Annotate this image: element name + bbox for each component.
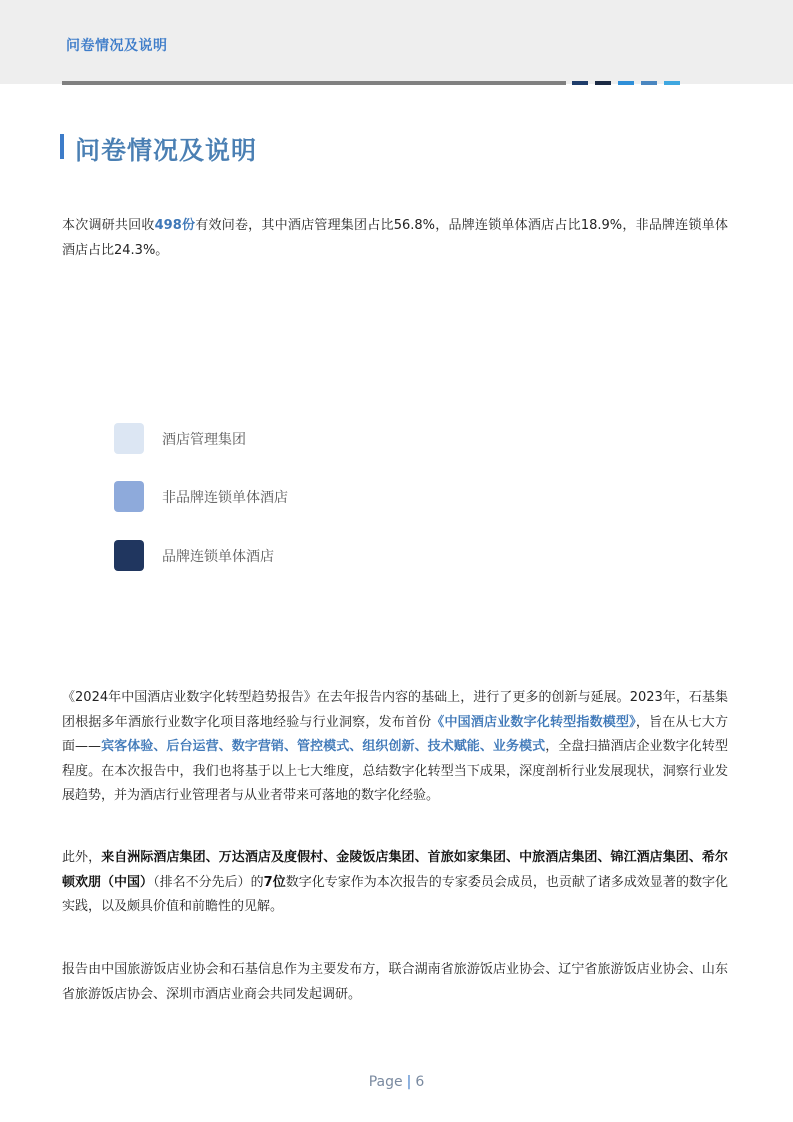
model-name: 《中国酒店业数字化转型指数模型》 bbox=[431, 714, 636, 730]
legend-label: 品牌连锁单体酒店 bbox=[162, 549, 274, 565]
intro-text: 本次调研共回收 bbox=[62, 218, 155, 233]
survey-count: 498份 bbox=[154, 218, 196, 233]
experts-paragraph bbox=[62, 846, 728, 920]
intro-text: 有效问卷，其中酒店管理集团占比56.8%，品牌连锁单体酒店占比18.9%，非品牌连锁单体酒店占比24.3%。 bbox=[62, 218, 728, 258]
legend-label: 酒店管理集团 bbox=[162, 432, 246, 448]
expert-groups: 来自洲际酒店集团、万达酒店及度假村、金陵饭店集团、首旅如家集团、中旅酒店集团、锦江酒店集团、希尔顿欢朋（中国） bbox=[62, 850, 728, 890]
accent-block-1 bbox=[572, 81, 588, 85]
body-text: 数字化专家作为本次报告的专家委员会成员，也贡献了诸多成效显著的数字化实践，以及颇具价值和前瞻性的见解。 bbox=[62, 874, 728, 914]
section-title: 问卷情况及说明 bbox=[75, 136, 258, 165]
publisher-paragraph: 报告由中国旅游饭店业协会和石基信息作为主要发布方，联合湖南省旅游饭店业协会、辽宁省旅游饭店业协会、山东省旅游饭店协会、深圳市酒店业商会共同发起调研。 bbox=[62, 962, 728, 1002]
legend-swatch bbox=[114, 481, 144, 512]
legend-label: 非品牌连锁单体酒店 bbox=[162, 490, 288, 506]
intro-paragraph bbox=[62, 214, 728, 263]
accent-block-4 bbox=[641, 81, 657, 85]
running-title: 问卷情况及说明 bbox=[66, 38, 168, 54]
accent-block-5 bbox=[664, 81, 680, 85]
page-separator: | bbox=[406, 1074, 412, 1090]
body-text: ，旨在从七大方面—— bbox=[62, 714, 728, 754]
header-rule bbox=[62, 81, 566, 85]
page-number: 6 bbox=[415, 1074, 425, 1090]
body-text: 《2024年中国酒店业数字化转型趋势报告》在去年报告内容的基础上，进行了更多的创新与延展。2023年，石基集团根据多年酒旅行业数字化项目落地经验与行业洞察，发布首份 bbox=[62, 690, 728, 730]
page-footer bbox=[0, 1074, 793, 1090]
seven-dimensions: 宾客体验、后台运营、数字营销、管控模式、组织创新、技术赋能、业务模式 bbox=[101, 739, 546, 754]
expert-count: 7位 bbox=[263, 874, 286, 890]
body-text: 此外， bbox=[62, 850, 102, 865]
page-label: Page bbox=[368, 1074, 403, 1090]
accent-block-3 bbox=[618, 81, 634, 85]
body-text: （排名不分先后）的 bbox=[153, 874, 264, 890]
section-marker bbox=[60, 134, 64, 159]
body-text: ，全盘扫描酒店企业数字化转型程度。在本次报告中，我们也将基于以上七大维度，总结数字化转型当下成果，深度剖析行业发展现状，洞察行业发展趋势，并为酒店行业管理者与从业者带来可落地的数字化经验。 bbox=[62, 739, 728, 803]
legend-swatch bbox=[114, 540, 144, 571]
report-intro-paragraph bbox=[62, 686, 728, 809]
accent-block-2 bbox=[595, 81, 611, 85]
legend-swatch bbox=[114, 423, 144, 454]
page-header bbox=[0, 0, 793, 84]
